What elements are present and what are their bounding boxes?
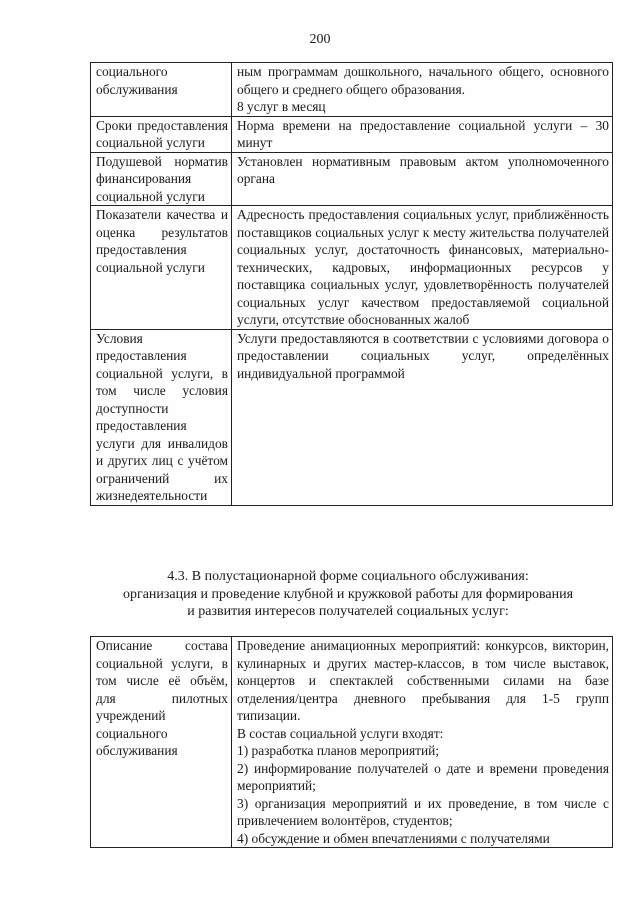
section-heading-line: организация и проведение клубной и кружковой работы для формирования (122, 586, 574, 602)
content-line: Услуги предоставляются в соответствии с условиями договора о предоставлении социальных услуг, определённых индивидуальной программой (237, 330, 609, 381)
row-label: Условия предоставления социальной услуги, в том числе условия доступности предоставления услуги для инвалидов и других лиц с учётом ограничений их жизнедеятельности (91, 329, 232, 505)
content-line: ным программам дошкольного, начального общего, основного общего и среднего общего образования. (237, 64, 609, 97)
row-content (232, 116, 613, 152)
content-line: Установлен нормативным правовым актом уполномоченного органа (237, 153, 609, 186)
row-label: Описание состава социальной услуги, в том числе её объём, для пилотных учреждений социального обслуживания (91, 637, 232, 848)
content-line: Адресность предоставления социальных услуг, приближённость поставщиков социальных услуг к месту жительства получателей социальных услуг, достаточность финансовых, материально-технических, кадровых, информационных ресурсов у поставщика социальных услуг, удовлетворённость получателей социальных услуг качеством предоставляемой социальной услуги, отсутствие обоснованных жалоб (237, 207, 609, 327)
section-heading-line: 4.3. В полустационарной форме социального обслуживания: (167, 569, 529, 584)
row-label: Показатели качества и оценка результатов предоставления социальной услуги (91, 206, 232, 330)
section-heading-line: и развития интересов получателей социальных услуг: (187, 604, 509, 619)
content-line: Норма времени на предоставление социальной услуги – 30 минут (237, 117, 609, 150)
content-line: В состав социальной услуги входят: (237, 725, 444, 741)
service-description-table (90, 636, 613, 848)
row-content (232, 329, 613, 505)
row-label: социального обслуживания (91, 63, 232, 117)
row-content (232, 152, 613, 206)
table-row (91, 206, 613, 330)
page-number: 200 (309, 32, 331, 47)
row-content (232, 63, 613, 117)
content-line: 4) обсуждение и обмен впечатлениями с получателями (237, 830, 550, 846)
content-line: 2) информирование получателей о дате и времени проведения мероприятий; (237, 760, 609, 793)
content-line: 8 услуг в месяц (237, 99, 326, 114)
row-label: Подушевой норматив финансирования социальной услуги (91, 152, 232, 206)
table-row (91, 329, 613, 505)
row-label: Сроки предоставления социальной услуги (91, 116, 232, 152)
table-row (91, 63, 613, 117)
service-standard-table (90, 62, 613, 506)
content-line: 1) разработка планов мероприятий; (237, 743, 440, 758)
content-line: Проведение анимационных мероприятий: конкурсов, викторин, кулинарных и других мастер-классов, в том числе выставок, концертов и спектаклей собственными силами на базе отделения/центра дневного пребывания для 1-5 групп типизации. (237, 638, 609, 723)
table-row (91, 116, 613, 152)
table-row (91, 637, 613, 848)
row-content (232, 637, 613, 848)
row-content (232, 206, 613, 330)
table-row (91, 152, 613, 206)
section-heading (90, 568, 606, 621)
content-line: 3) организация мероприятий и их проведение, в том числе с привлечением волонтёров, студентов; (237, 795, 609, 828)
